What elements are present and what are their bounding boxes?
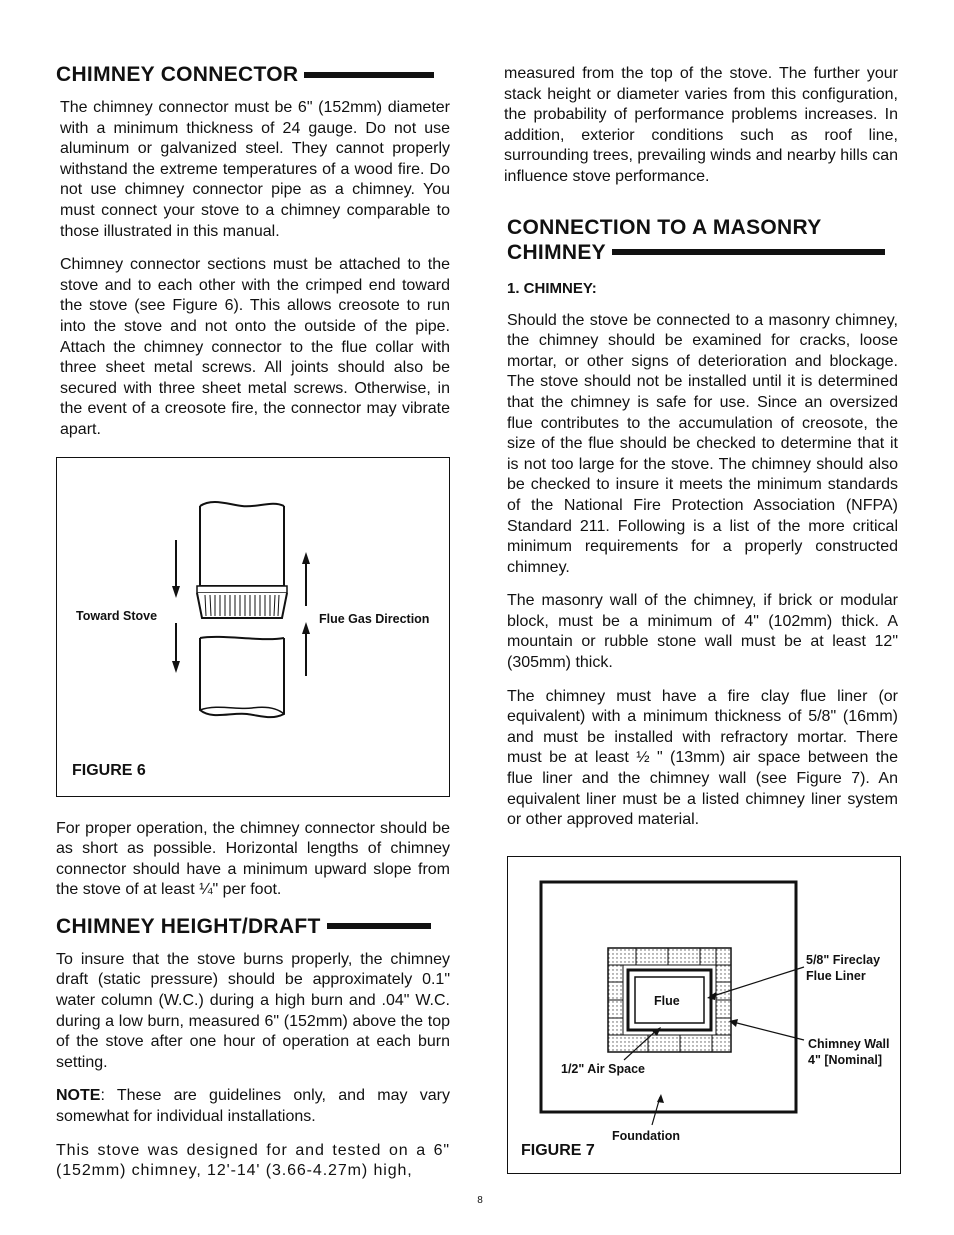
note-text: : These are guidelines only, and may vary somewhat for individual installations. [56,1087,450,1126]
figure-7 [507,856,901,1174]
note-paragraph [56,1086,450,1127]
chimney-height-title: CHIMNEY HEIGHT/DRAFT [56,914,321,938]
fireclay-label-line2: Flue Liner [806,968,866,983]
chimney-wall-label-line1: Chimney Wall [808,1036,890,1051]
left-column [56,62,450,1195]
chimney-connector-heading [56,62,450,87]
masonry-paragraph-1: Should the stove be connected to a masonry chimney, the chimney should be examined for cracks, loose mortar, or other signs of deterioration and blockage. The stove should not be installed until it is determined that the chimney is safe for use. Since an oversized flue contributes to the accumulation of creosote, the size of the flue should be checked to determine that it is not too large for the stove. The chimney should also be checked to insure it meets the minimum standards of the National Fire Protection Association (NFPA) Standard 211. Following is a list of the more critical minimum requirements for a properly constructed chimney. [507,311,898,576]
masonry-paragraph-3: The chimney must have a fire clay flue liner (or equivalent) with a minimum thickness of 5/8" (16mm) and must be installed with refractory mortar. There must be at least ½ " (13mm) air space between the flue liner and the chimney wall (see Figure 7). An equivalent liner must be a listed chimney liner system or other approved material. [507,687,898,829]
fireclay-label-line1: 5/8" Fireclay [806,952,881,967]
figure-7-label: FIGURE 7 [521,1141,595,1159]
masonry-heading-title: CHIMNEY [507,240,606,264]
masonry-heading-line2 [507,240,898,265]
foundation-label: Foundation [612,1128,681,1143]
masonry-heading-line1: CONNECTION TO A MASONRY [507,215,822,239]
masonry-paragraph-2: The masonry wall of the chimney, if brick or modular block, must be a minimum of 4" (102mm) thick. A mountain or rubble stone wall must be at least 12" (305mm) thick. [507,592,898,672]
note-label: NOTE [56,1087,101,1105]
figure-6-label: FIGURE 6 [72,761,146,779]
connector-paragraph-3: For proper operation, the chimney connector should be as short as possible. Horizontal lengths of chimney connector should have a minimum upward slope from the stove of at least ¼" per foot. [56,819,450,899]
toward-stove-label: Toward Stove [76,608,158,623]
connector-paragraph-2: Chimney connector sections must be attached to the stove and to each other with the crimped end toward the stove (see Figure 6). This allows creosote to run into the stove and not onto the outside of the pipe. Attach the chimney connector to the flue collar with three sheet metal screws. All joints should also be secured with three sheet metal screws. Otherwise, in the event of a creosote fire, the connector may vibrate apart. [60,256,450,438]
height-paragraph-3: This stove was designed for and tested on a 6" (152mm) chimney, 12'-14' (3.66-4.27m) high, [56,1141,450,1180]
heading-rule [327,923,431,929]
height-paragraph-1: To insure that the stove burns properly, the chimney draft (static pressure) should be approximately 0.1" water column (W.C.) during a high burn and .04" W.C. during a low burn, measured 6" (152mm) above the top of the stove after one hour of operation at each burn setting. [56,950,450,1071]
chimney-connector-title: CHIMNEY CONNECTOR [56,63,299,86]
figure-6 [56,457,450,797]
page-number: 8 [477,1195,483,1206]
connector-paragraph-1: The chimney connector must be 6" (152mm) diameter with a minimum thickness of 24 gauge. Do not use aluminum or galvanized steel. They cannot properly withstand the extreme temperatures of a wood fire. Do not use chimney connector pipe as a chimney. You must connect your stove to a chimney comparable to those illustrated in this manual. [60,99,450,240]
masonry-chimney-diagram [508,857,900,1173]
right-column [505,62,898,1174]
flue-label: Flue [654,993,680,1008]
chimney-height-heading [56,914,450,939]
flue-gas-direction-label: Flue Gas Direction [319,611,430,626]
air-space-label: 1/2" Air Space [561,1061,645,1076]
connector-pipe-diagram [57,458,449,796]
heading-rule [304,72,434,78]
chimney-subheading: 1. CHIMNEY: [507,279,597,297]
heading-rule [612,249,885,255]
chimney-wall-label-line2: 4" [Nominal] [808,1052,882,1067]
continued-paragraph: measured from the top of the stove. The further your stack height or diameter varies from this configuration, the probability of performance problems increases. In addition, exterior conditions such as roof line, surrounding trees, prevailing winds and nearby hills can influence stove performance. [504,65,898,185]
